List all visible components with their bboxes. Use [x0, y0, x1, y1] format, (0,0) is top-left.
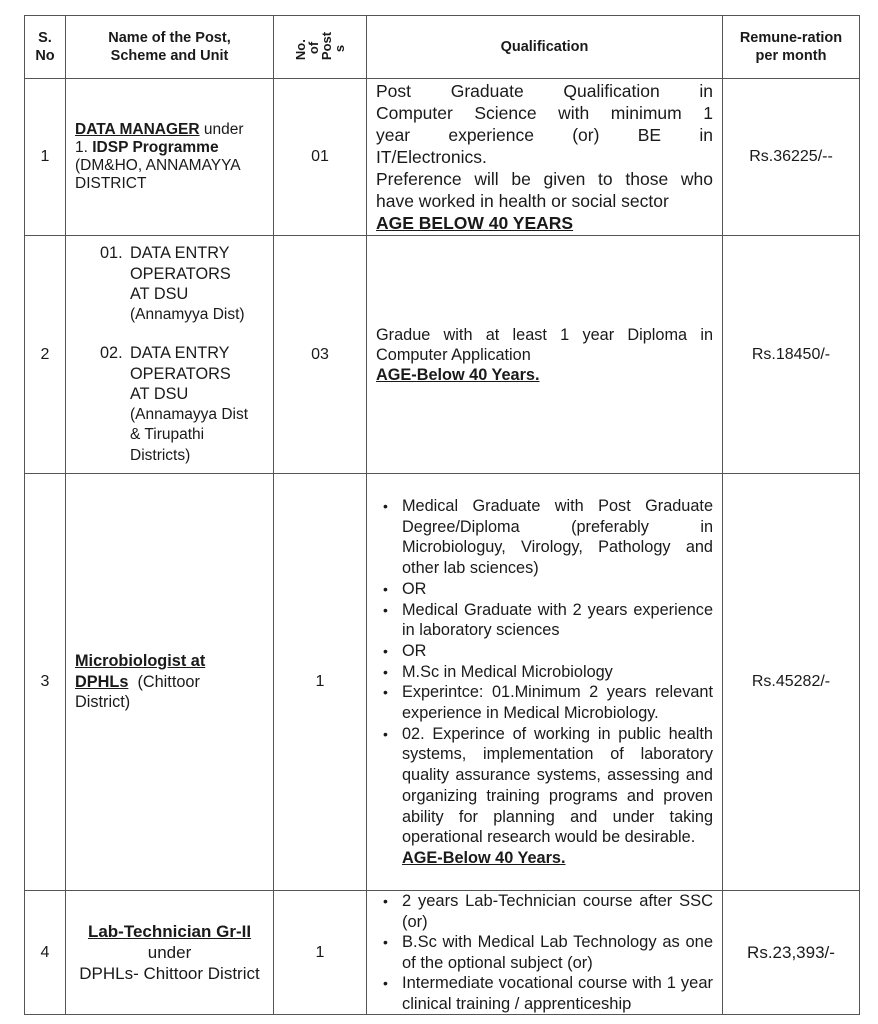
post-item-line: DATA ENTRY [130, 344, 230, 362]
unit-line: DISTRICT [75, 175, 147, 192]
qualification-item: • Intermediate vocational course with 1 year clinical training / apprenticeship [376, 973, 713, 1014]
qualification-list [376, 496, 713, 848]
qualification-item: • Experintce: 01.Minimum 2 years relevant experience in Medical Microbiology. [376, 682, 713, 723]
row-posts-count: 03 [274, 236, 367, 474]
row-remuneration: Rs.45282/- [723, 474, 860, 891]
qualification-item: • M.Sc in Medical Microbiology [376, 662, 713, 683]
post-under: under [147, 943, 192, 962]
row-post-name [66, 474, 274, 891]
age-limit: AGE BELOW 40 YEARS [376, 213, 574, 233]
scheme-prefix: 1. [75, 139, 93, 156]
qual-line: have worked in health or social sector [376, 191, 669, 211]
unit-line: (DM&HO, ANNAMAYYA [75, 157, 241, 174]
row-post-name [66, 79, 274, 236]
qualification-item: • 02. Experince of working in public health systems, implementation of laboratory quality assurance systems, assessing and organizing training programs and proven ability for planning and under taking operational research would be desirable. [376, 724, 713, 848]
qual-line: year experience (or) BE in [376, 125, 713, 145]
header-remuneration [723, 16, 860, 79]
post-district: (Chittoor [128, 672, 200, 691]
row-qualification [367, 474, 723, 891]
qual-line: Computer Application [376, 345, 531, 364]
qualification-list [376, 891, 713, 1014]
post-district: DPHLs- Chittoor District [79, 964, 260, 983]
age-limit: AGE-Below 40 Years. [402, 848, 566, 867]
post-item-number: 02. [100, 344, 123, 362]
post-title: DATA MANAGER [75, 121, 200, 138]
header-sno [25, 16, 66, 79]
qual-line: Preference will be given to those who [376, 169, 713, 189]
row-post-name [66, 236, 274, 474]
header-name-line: Scheme and Unit [110, 48, 229, 64]
qual-line: Post Graduate Qualification in [376, 81, 713, 101]
row-qualification [367, 79, 723, 236]
post-item [100, 243, 267, 325]
scheme-name: IDSP Programme [92, 139, 219, 156]
header-posts-line: of [305, 41, 321, 54]
post-item-line: OPERATORS [130, 264, 231, 283]
post-title: Microbiologist at [75, 652, 206, 671]
qualification-item: • OR [376, 641, 713, 662]
row-posts-count: 1 [274, 474, 367, 891]
header-sno-line: No [35, 48, 55, 64]
post-district: District) [75, 693, 131, 712]
row-remuneration: Rs.36225/-- [723, 79, 860, 236]
table-row [25, 79, 860, 236]
row-sno: 3 [25, 474, 66, 891]
post-item [100, 343, 267, 466]
post-item-district: Districts) [130, 446, 191, 464]
post-title: Lab-Technician Gr-II [87, 922, 252, 941]
header-sno-line: S. [38, 30, 52, 46]
header-rem-line: Remune-ration [739, 30, 843, 46]
post-item-line: AT DSU [130, 385, 189, 403]
post-item-number: 01. [100, 244, 123, 262]
table-row [25, 474, 860, 891]
header-name-line: Name of the Post, [108, 30, 231, 46]
qual-line: Computer Science with minimum 1 [376, 103, 713, 123]
post-title: DPHLs [75, 672, 129, 691]
row-post-name [66, 891, 274, 1015]
qualification-item: • OR [376, 579, 713, 600]
row-sno: 2 [25, 236, 66, 474]
table-row [25, 891, 860, 1015]
header-post-name [66, 16, 274, 79]
header-posts-line: s [331, 44, 347, 52]
header-posts-line: Post [318, 31, 334, 60]
qual-line: Gradue with at least 1 year Diploma in [376, 325, 713, 344]
header-no-of-posts [274, 16, 367, 79]
table-row [25, 236, 860, 474]
post-item-district: (Annamyya Dist) [130, 305, 245, 323]
row-qualification [367, 891, 723, 1015]
header-posts-rotated [294, 31, 346, 59]
row-sno: 1 [25, 79, 66, 236]
post-item-line: OPERATORS [130, 364, 231, 383]
qual-line: IT/Electronics. [376, 147, 487, 167]
qualification-item: • 2 years Lab-Technician course after SSC (or) [376, 891, 713, 932]
post-title-suffix: under [199, 121, 244, 138]
row-sno: 4 [25, 891, 66, 1015]
table-header-row [25, 16, 860, 79]
header-posts-line: No. [292, 38, 308, 60]
posts-table [24, 15, 860, 1015]
post-item-district: (Annamayya Dist [130, 405, 249, 423]
header-qualification: Qualification [367, 16, 723, 79]
row-posts-count: 1 [274, 891, 367, 1015]
qualification-item: • B.Sc with Medical Lab Technology as one of the optional subject (or) [376, 932, 713, 973]
header-rem-line: per month [755, 48, 827, 64]
qualification-item: • Medical Graduate with Post Graduate Degree/Diploma (preferably in Microbiologuy, Virology, Pathology and other lab sciences) [376, 496, 713, 579]
age-limit: AGE-Below 40 Years. [376, 365, 540, 384]
row-remuneration: Rs.18450/- [723, 236, 860, 474]
post-item-district: & Tirupathi [130, 426, 205, 443]
row-posts-count: 01 [274, 79, 367, 236]
post-item-line: AT DSU [130, 285, 189, 303]
row-qualification [367, 236, 723, 474]
post-item-line: DATA ENTRY [130, 244, 230, 262]
qualification-item: • Medical Graduate with 2 years experience in laboratory sciences [376, 600, 713, 641]
row-remuneration: Rs.23,393/- [723, 891, 860, 1015]
